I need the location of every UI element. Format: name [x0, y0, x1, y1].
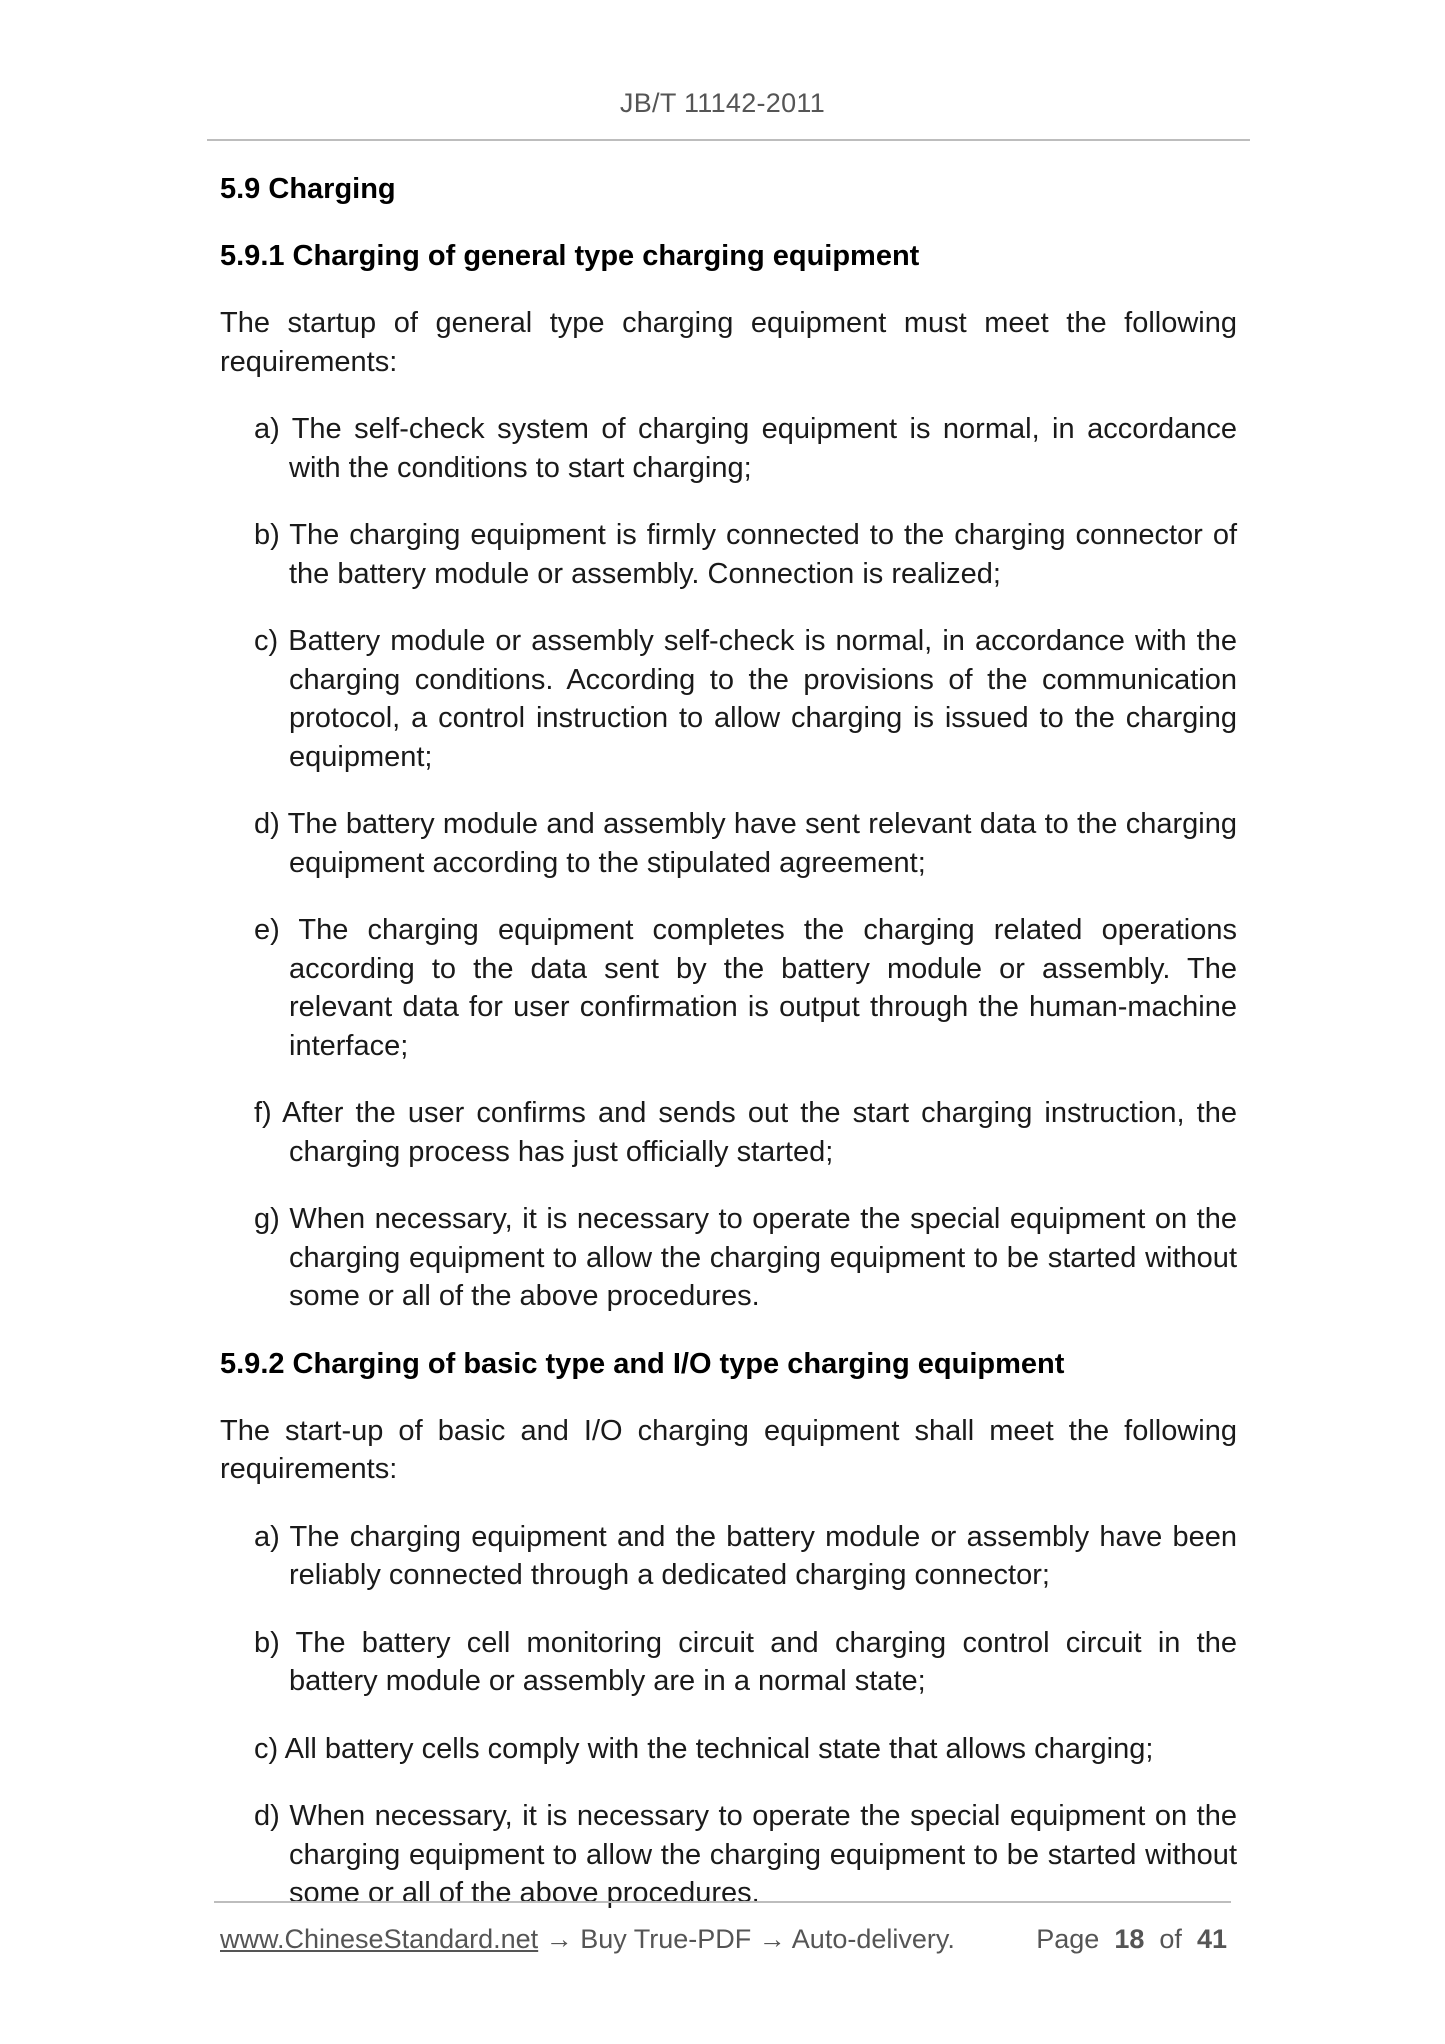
list-item: c) All battery cells comply with the technical state that allows charging; [254, 1732, 1154, 1765]
page-content [220, 170, 1237, 1942]
website-link[interactable]: www.ChineseStandard.net [220, 1924, 539, 1954]
list-item: g) When necessary, it is necessary to operate the special equipment on the charging equipment to allow the charging equipment to be started without some or all of the above procedures. [254, 1203, 1237, 1312]
page-footer [220, 1924, 1237, 1964]
list-item: a) The charging equipment and the battery module or assembly have been reliably connected through a dedicated charging connector; [254, 1520, 1237, 1591]
auto-delivery-text: Auto-delivery. [791, 1924, 955, 1954]
section-5-9-1-list [220, 410, 1237, 1316]
list-item: d) The battery module and assembly have sent relevant data to the charging equipment according to the stipulated agreement; [254, 808, 1237, 879]
section-5-9-1-intro: The startup of general type charging equipment must meet the following requirements: [220, 307, 1237, 378]
arrow-icon: → [758, 1924, 786, 1954]
page-current: 18 [1114, 1924, 1145, 1954]
page-number [1036, 1924, 1227, 1955]
section-heading-5-9-1: 5.9.1 Charging of general type charging equipment [220, 240, 920, 272]
list-item: e) The charging equipment completes the charging related operations according to the data sent by the battery module or assembly. The relevant data for user confirmation is output through the human-machine interface; [254, 914, 1237, 1062]
section-5-9-2-list [220, 1518, 1237, 1913]
page-total: 41 [1196, 1924, 1227, 1954]
footer-promo [220, 1924, 955, 1955]
footer-divider [214, 1901, 1231, 1903]
section-5-9-2-intro: The start-up of basic and I/O charging equipment shall meet the following requirements: [220, 1414, 1237, 1485]
page-label: Page [1036, 1924, 1100, 1954]
arrow-icon: → [545, 1924, 573, 1954]
list-item: a) The self-check system of charging equipment is normal, in accordance with the conditions to start charging; [254, 413, 1237, 484]
section-heading-5-9: 5.9 Charging [220, 173, 396, 205]
list-item: f) After the user confirms and sends out the start charging instruction, the charging process has just officially started; [254, 1097, 1237, 1168]
list-item: d) When necessary, it is necessary to operate the special equipment on the charging equipment to allow the charging equipment to be started without some or all of the above procedures. [254, 1800, 1237, 1909]
section-heading-5-9-2: 5.9.2 Charging of basic type and I/O type charging equipment [220, 1347, 1065, 1380]
list-item: b) The battery cell monitoring circuit and charging control circuit in the battery module or assembly are in a normal state; [254, 1626, 1237, 1697]
header-divider [207, 139, 1250, 141]
buy-true-pdf-text: Buy True-PDF [580, 1924, 752, 1954]
document-code-header: JB/T 11142-2011 [619, 88, 826, 118]
list-item: c) Battery module or assembly self-check is normal, in accordance with the charging conditions. According to the provisions of the communication protocol, a control instruction to allow charging is issued to the charging equipment; [254, 625, 1237, 773]
list-item: b) The charging equipment is firmly connected to the charging connector of the battery module or assembly. Connection is realized; [254, 519, 1237, 590]
of-label: of [1159, 1924, 1182, 1954]
